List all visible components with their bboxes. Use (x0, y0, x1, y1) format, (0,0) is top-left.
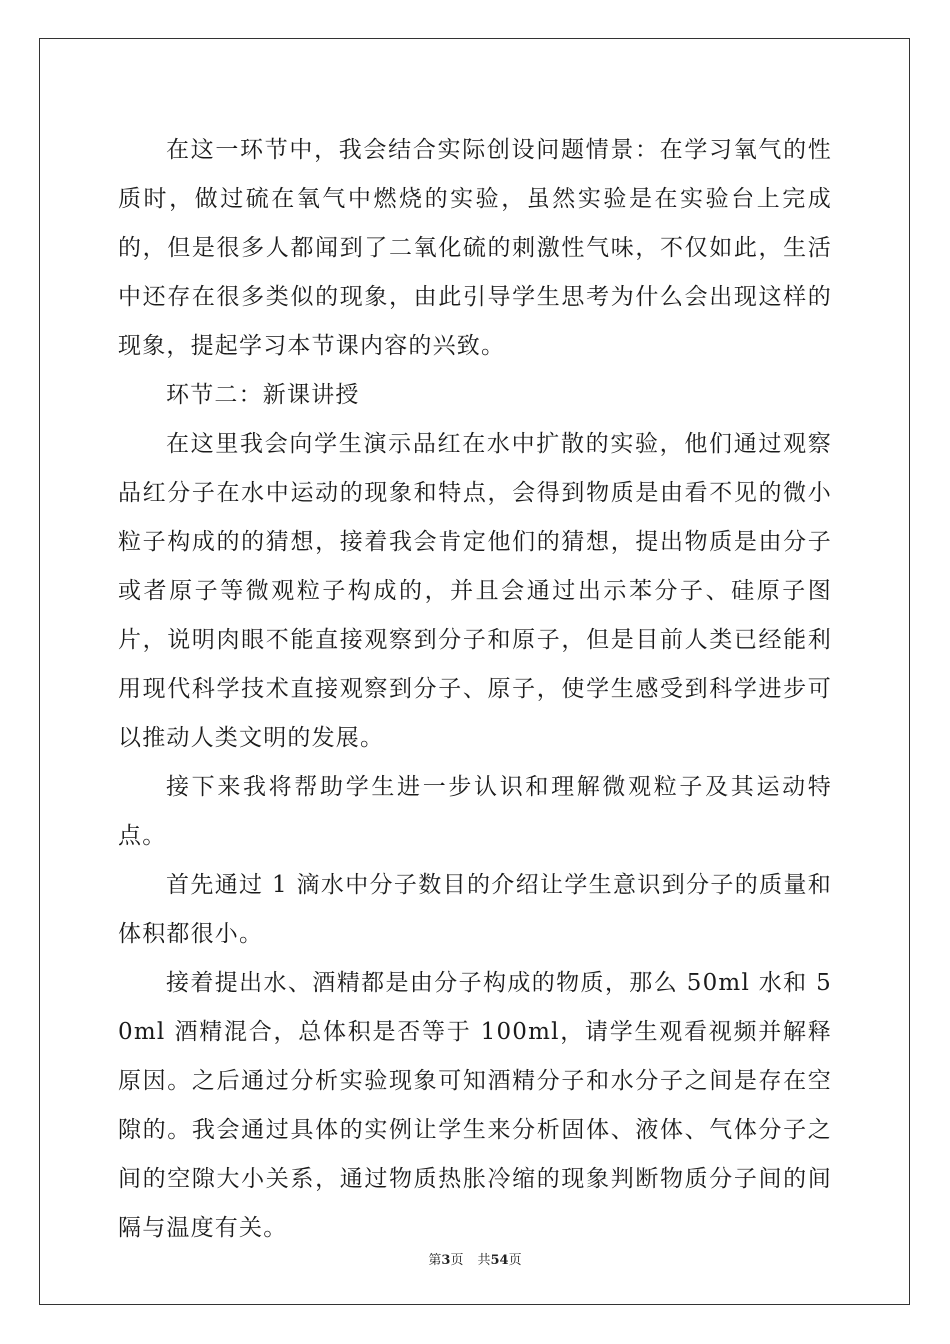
page-suffix: 页 (450, 1253, 464, 1268)
paragraph-alcohol-mixing: 接着提出水、酒精都是由分子构成的物质，那么 50ml 水和 50ml 酒精混合，总体积是否等于 100ml，请学生观看视频并解释原因。之后通过分析实验现象可知酒精分子和水分子之间是存在空隙的。我会通过具体的实例让学生来分析固体、液体、气体分子之间的空隙大小关系，通过物质热胀冷缩的现象判断物质分子间的间隔与温度有关。 (118, 970, 832, 1241)
total-suffix: 页 (508, 1253, 522, 1268)
page-footer (0, 1249, 950, 1268)
section-heading-new-lesson: 环节二：新课讲授 (166, 382, 360, 408)
total-prefix: 共 (477, 1253, 491, 1268)
paragraph-water-drop: 首先通过 1 滴水中分子数目的介绍让学生意识到分子的质量和体积都很小。 (118, 872, 832, 947)
page-number: 3 (441, 1253, 451, 1268)
document-body (118, 126, 832, 1253)
page-prefix: 第 (428, 1253, 442, 1268)
paragraph-next-step: 接下来我将帮助学生进一步认识和理解微观粒子及其运动特点。 (118, 774, 832, 849)
paragraph-demonstration: 在这里我会向学生演示品红在水中扩散的实验，他们通过观察品红分子在水中运动的现象和特点，会得到物质是由看不见的微小粒子构成的的猜想，接着我会肯定他们的猜想，提出物质是由分子或者原子等微观粒子构成的，并且会通过出示苯分子、硅原子图片，说明肉眼不能直接观察到分子和原子，但是目前人类已经能利用现代科学技术直接观察到分子、原子，使学生感受到科学进步可以推动人类文明的发展。 (118, 431, 832, 751)
paragraph-problem-scenario: 在这一环节中，我会结合实际创设问题情景：在学习氧气的性质时，做过硫在氧气中燃烧的实验，虽然实验是在实验台上完成的，但是很多人都闻到了二氧化硫的刺激性气味，不仅如此，生活中还存在很多类似的现象，由此引导学生思考为什么会出现这样的现象，提起学习本节课内容的兴致。 (118, 137, 832, 359)
total-pages: 54 (490, 1253, 509, 1268)
